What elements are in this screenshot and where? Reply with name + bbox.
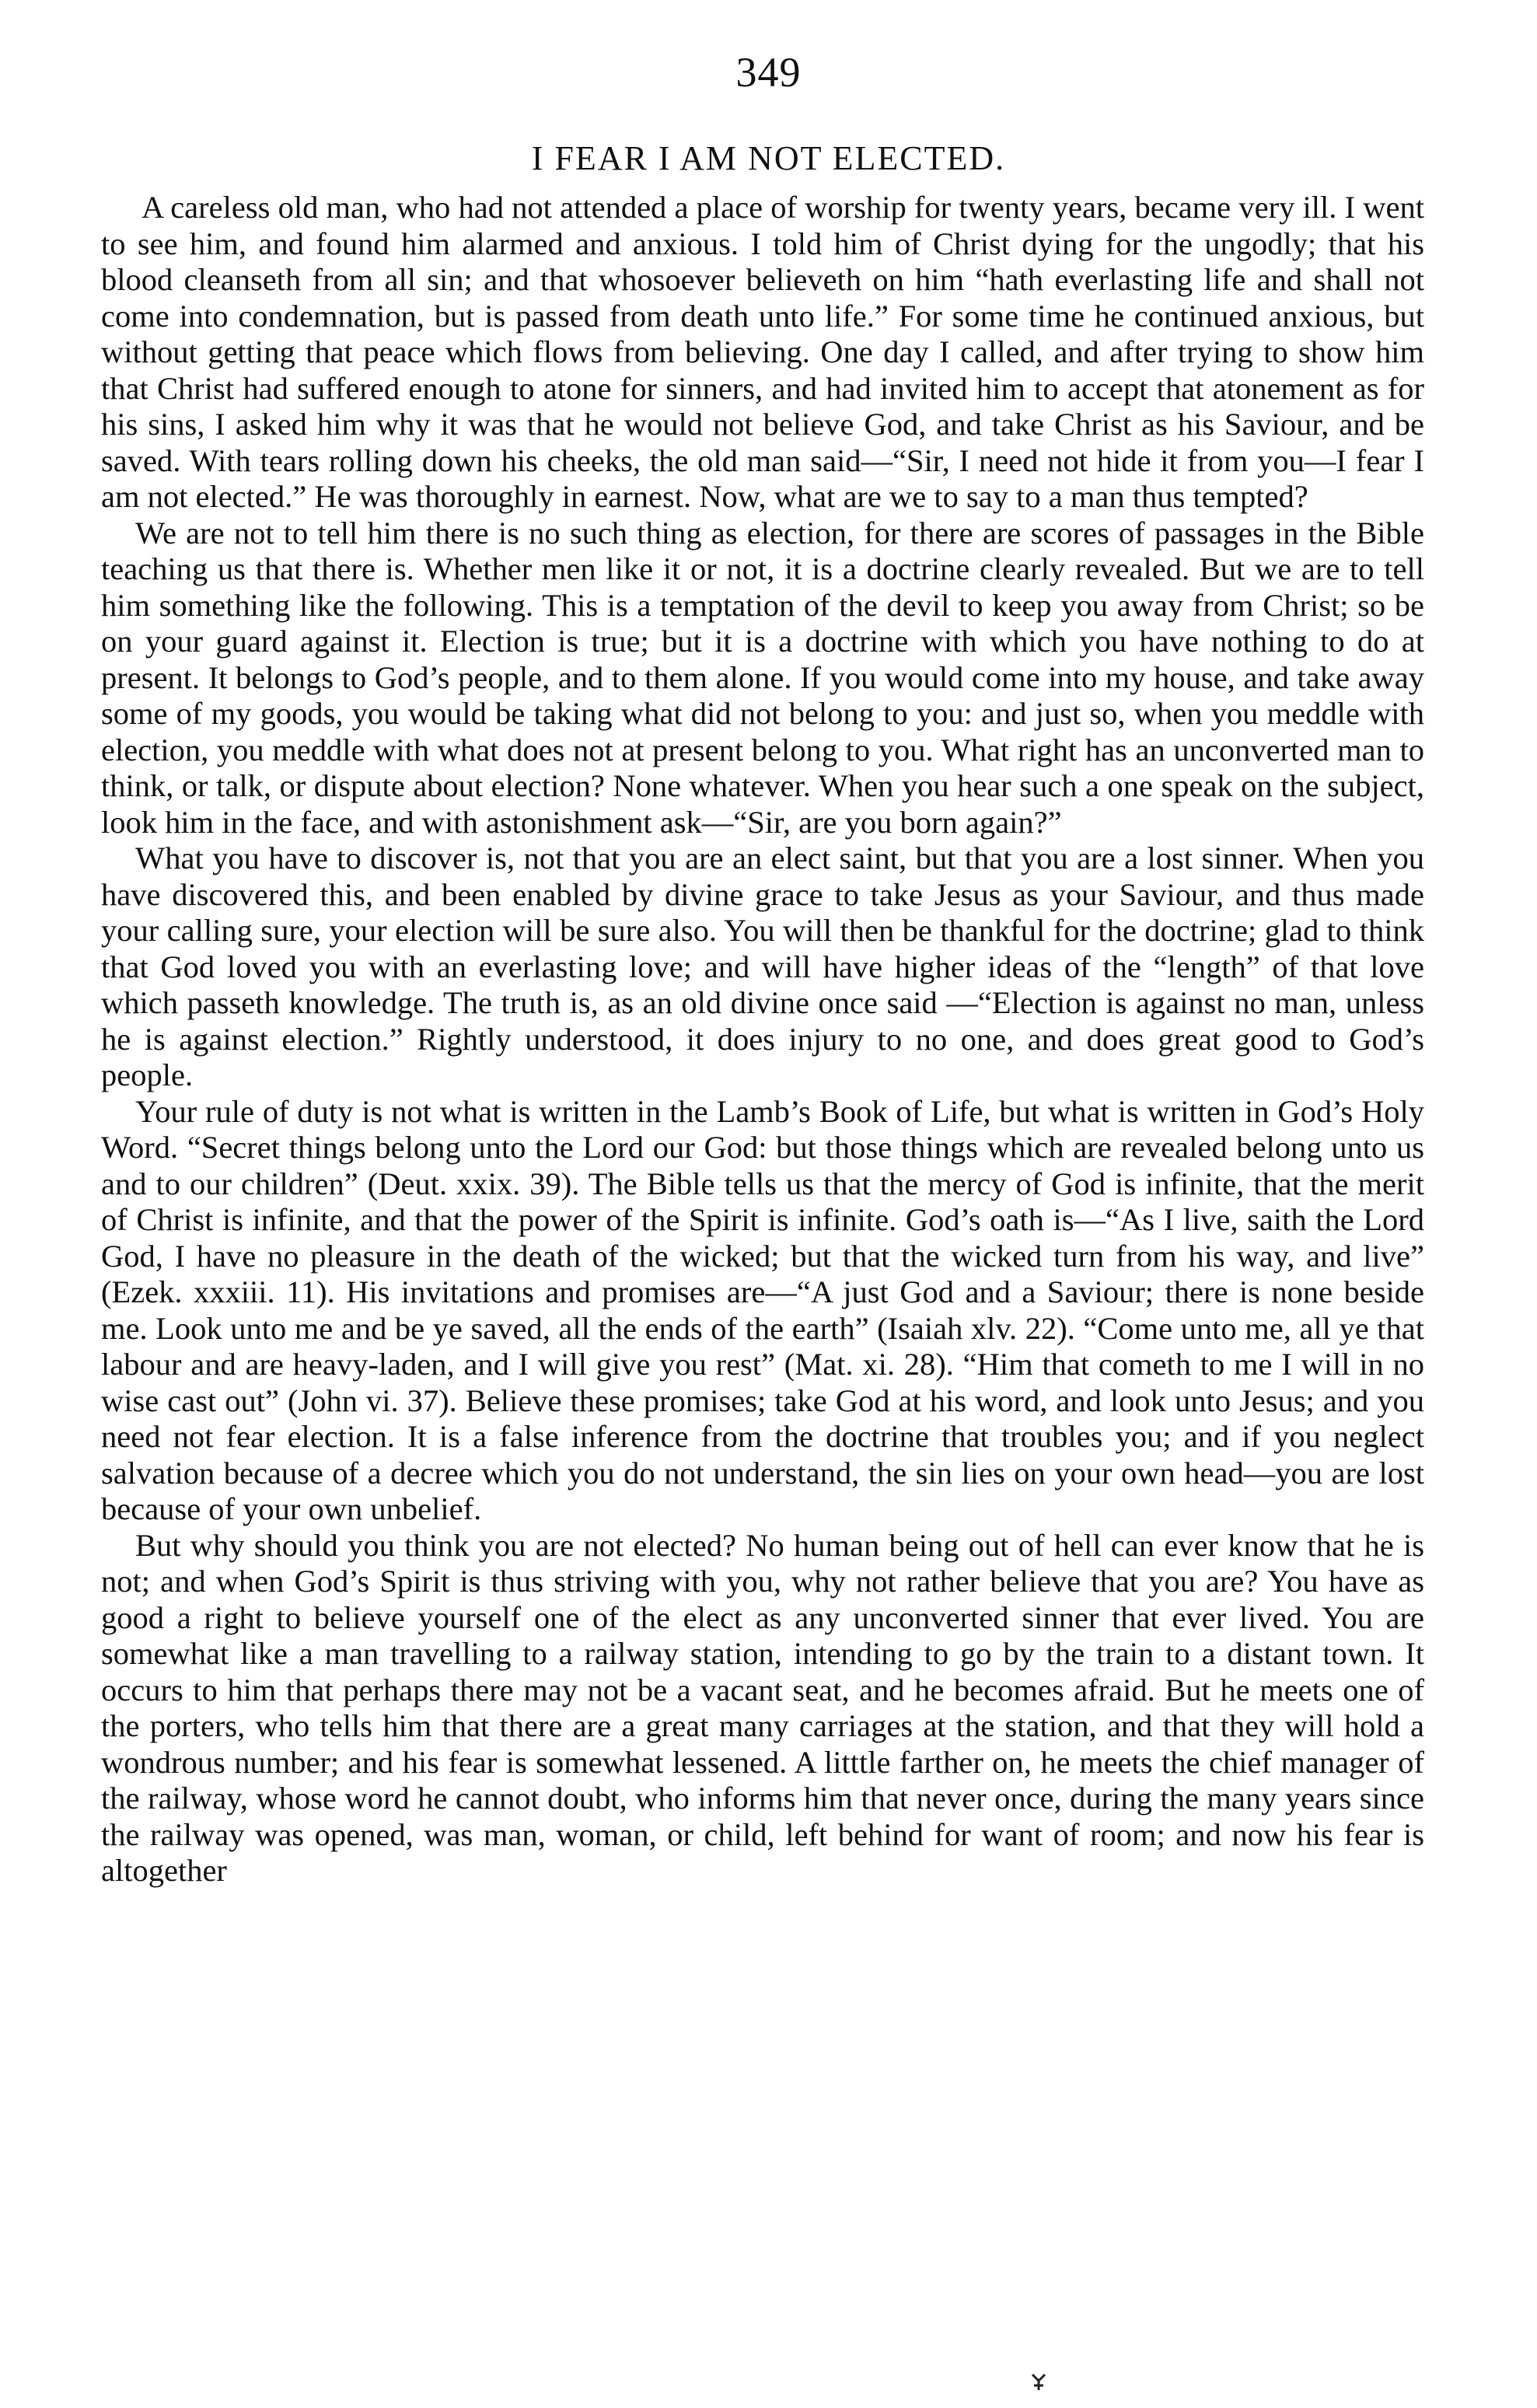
paragraph-4: Your rule of duty is not what is written in the Lamb’s Book of Life, but what is written in God’s Holy Word. “Secret things belong unto the Lord our God: but those things which are revealed belong unto us and to our children” (Deut. xxix. 39). The Bible tells us that the mercy of God is infinite, that the merit of Christ is infinite, and that the power of the Spirit is infinite. God’s oath is—“As I live, saith the Lord God, I have no pleasure in the death of the wicked; but that the wicked turn from his way, and live” (Ezek. xxxiii. 11). His invitations and promises are—“A just God and a Saviour; there is none beside me. Look unto me and be ye saved, all the ends of the earth” (Isaiah xlv. 22). “Come unto me, all ye that labour and are heavy-laden, and I will give you rest” (Mat. xi. 28). “Him that cometh to me I will in no wise cast out” (John vi. 37). Believe these promises; take God at his word, and look unto Jesus; and you need not fear election. It is a false inference from the doctrine that troubles you; and if you neglect salvation because of a decree which you do not understand, the sin lies on your own head—you are lost because of your own unbelief. <box>101 1093 1424 1526</box>
page-body-text <box>101 190 1424 1889</box>
paragraph-1: A careless old man, who had not attended a place of worship for twenty years, became very ill. I went to see him, and found him alarmed and anxious. I told him of Christ dying for the ungodly; that his blood cleanseth from all sin; and that whosoever believeth on him “hath everlasting life and shall not come into condemnation, but is passed from death unto life.” For some time he continued anxious, but without getting that peace which flows from believing. One day I called, and after trying to show him that Christ had suffered enough to atone for sinners, and had invited him to accept that atonement as for his sins, I asked him why it was that he would not believe God, and take Christ as his Saviour, and be saved. With tears rolling down his cheeks, the old man said—“Sir, I need not hide it from you—I fear I am not elected.” He was thoroughly in earnest. Now, what are we to say to a man thus tempted? <box>101 190 1424 514</box>
paragraph-3: What you have to discover is, not that you are an elect saint, but that you are a lost sinner. When you have discovered this, and been enabled by divine grace to take Jesus as your Saviour, and thus made your calling sure, your election will be sure also. You will then be thankful for the doctrine; glad to think that God loved you with an everlasting love; and will have higher ideas of the “length” of that love which passeth knowledge. The truth is, as an old divine once said —“Election is against no man, unless he is against election.” Rightly understood, it does injury to no one, and does great good to God’s people. <box>101 841 1424 1092</box>
page-number: 349 <box>735 49 802 96</box>
paragraph-5: But why should you think you are not elected? No human being out of hell can ever know that he is not; and when God’s Spirit is thus striving with you, why not rather believe that you are? You have as good a right to believe yourself one of the elect as any unconverted sinner that ever lived. You are somewhat like a man travelling to a railway station, intending to go by the train to a distant town. It occurs to him that perhaps there may not be a vacant seat, and he becomes afraid. But he meets one of the porters, who tells him that there are a great many carriages at the station, and that they will hold a wondrous number; and his fear is somewhat lessened. A litttle farther on, he meets the chief manager of the railway, whose word he cannot doubt, who informs him that never once, during the many years since the railway was opened, was man, woman, or child, left behind for want of room; and now his fear is altogether <box>101 1527 1424 1888</box>
chapter-title: I FEAR I AM NOT ELECTED. <box>531 139 1006 177</box>
paragraph-2: We are not to tell him there is no such thing as election, for there are scores of passages in the Bible teaching us that there is. Whether men like it or not, it is a doctrine clearly revealed. But we are to tell him something like the following. This is a temptation of the devil to keep you away from Christ; so be on your guard against it. Election is true; but it is a doctrine with which you have nothing to do at present. It belongs to God’s people, and to them alone. If you would come into my house, and take away some of my goods, you would be taking what did not belong to you: and just so, when you meddle with election, you meddle with what does not at present belong to you. What right has an unconverted man to think, or talk, or dispute about election? None whatever. When you hear such a one speak on the subject, look him in the face, and with astonishment ask—“Sir, are you born again?” <box>101 515 1424 840</box>
ink-blot-mark <box>1028 2371 1050 2393</box>
